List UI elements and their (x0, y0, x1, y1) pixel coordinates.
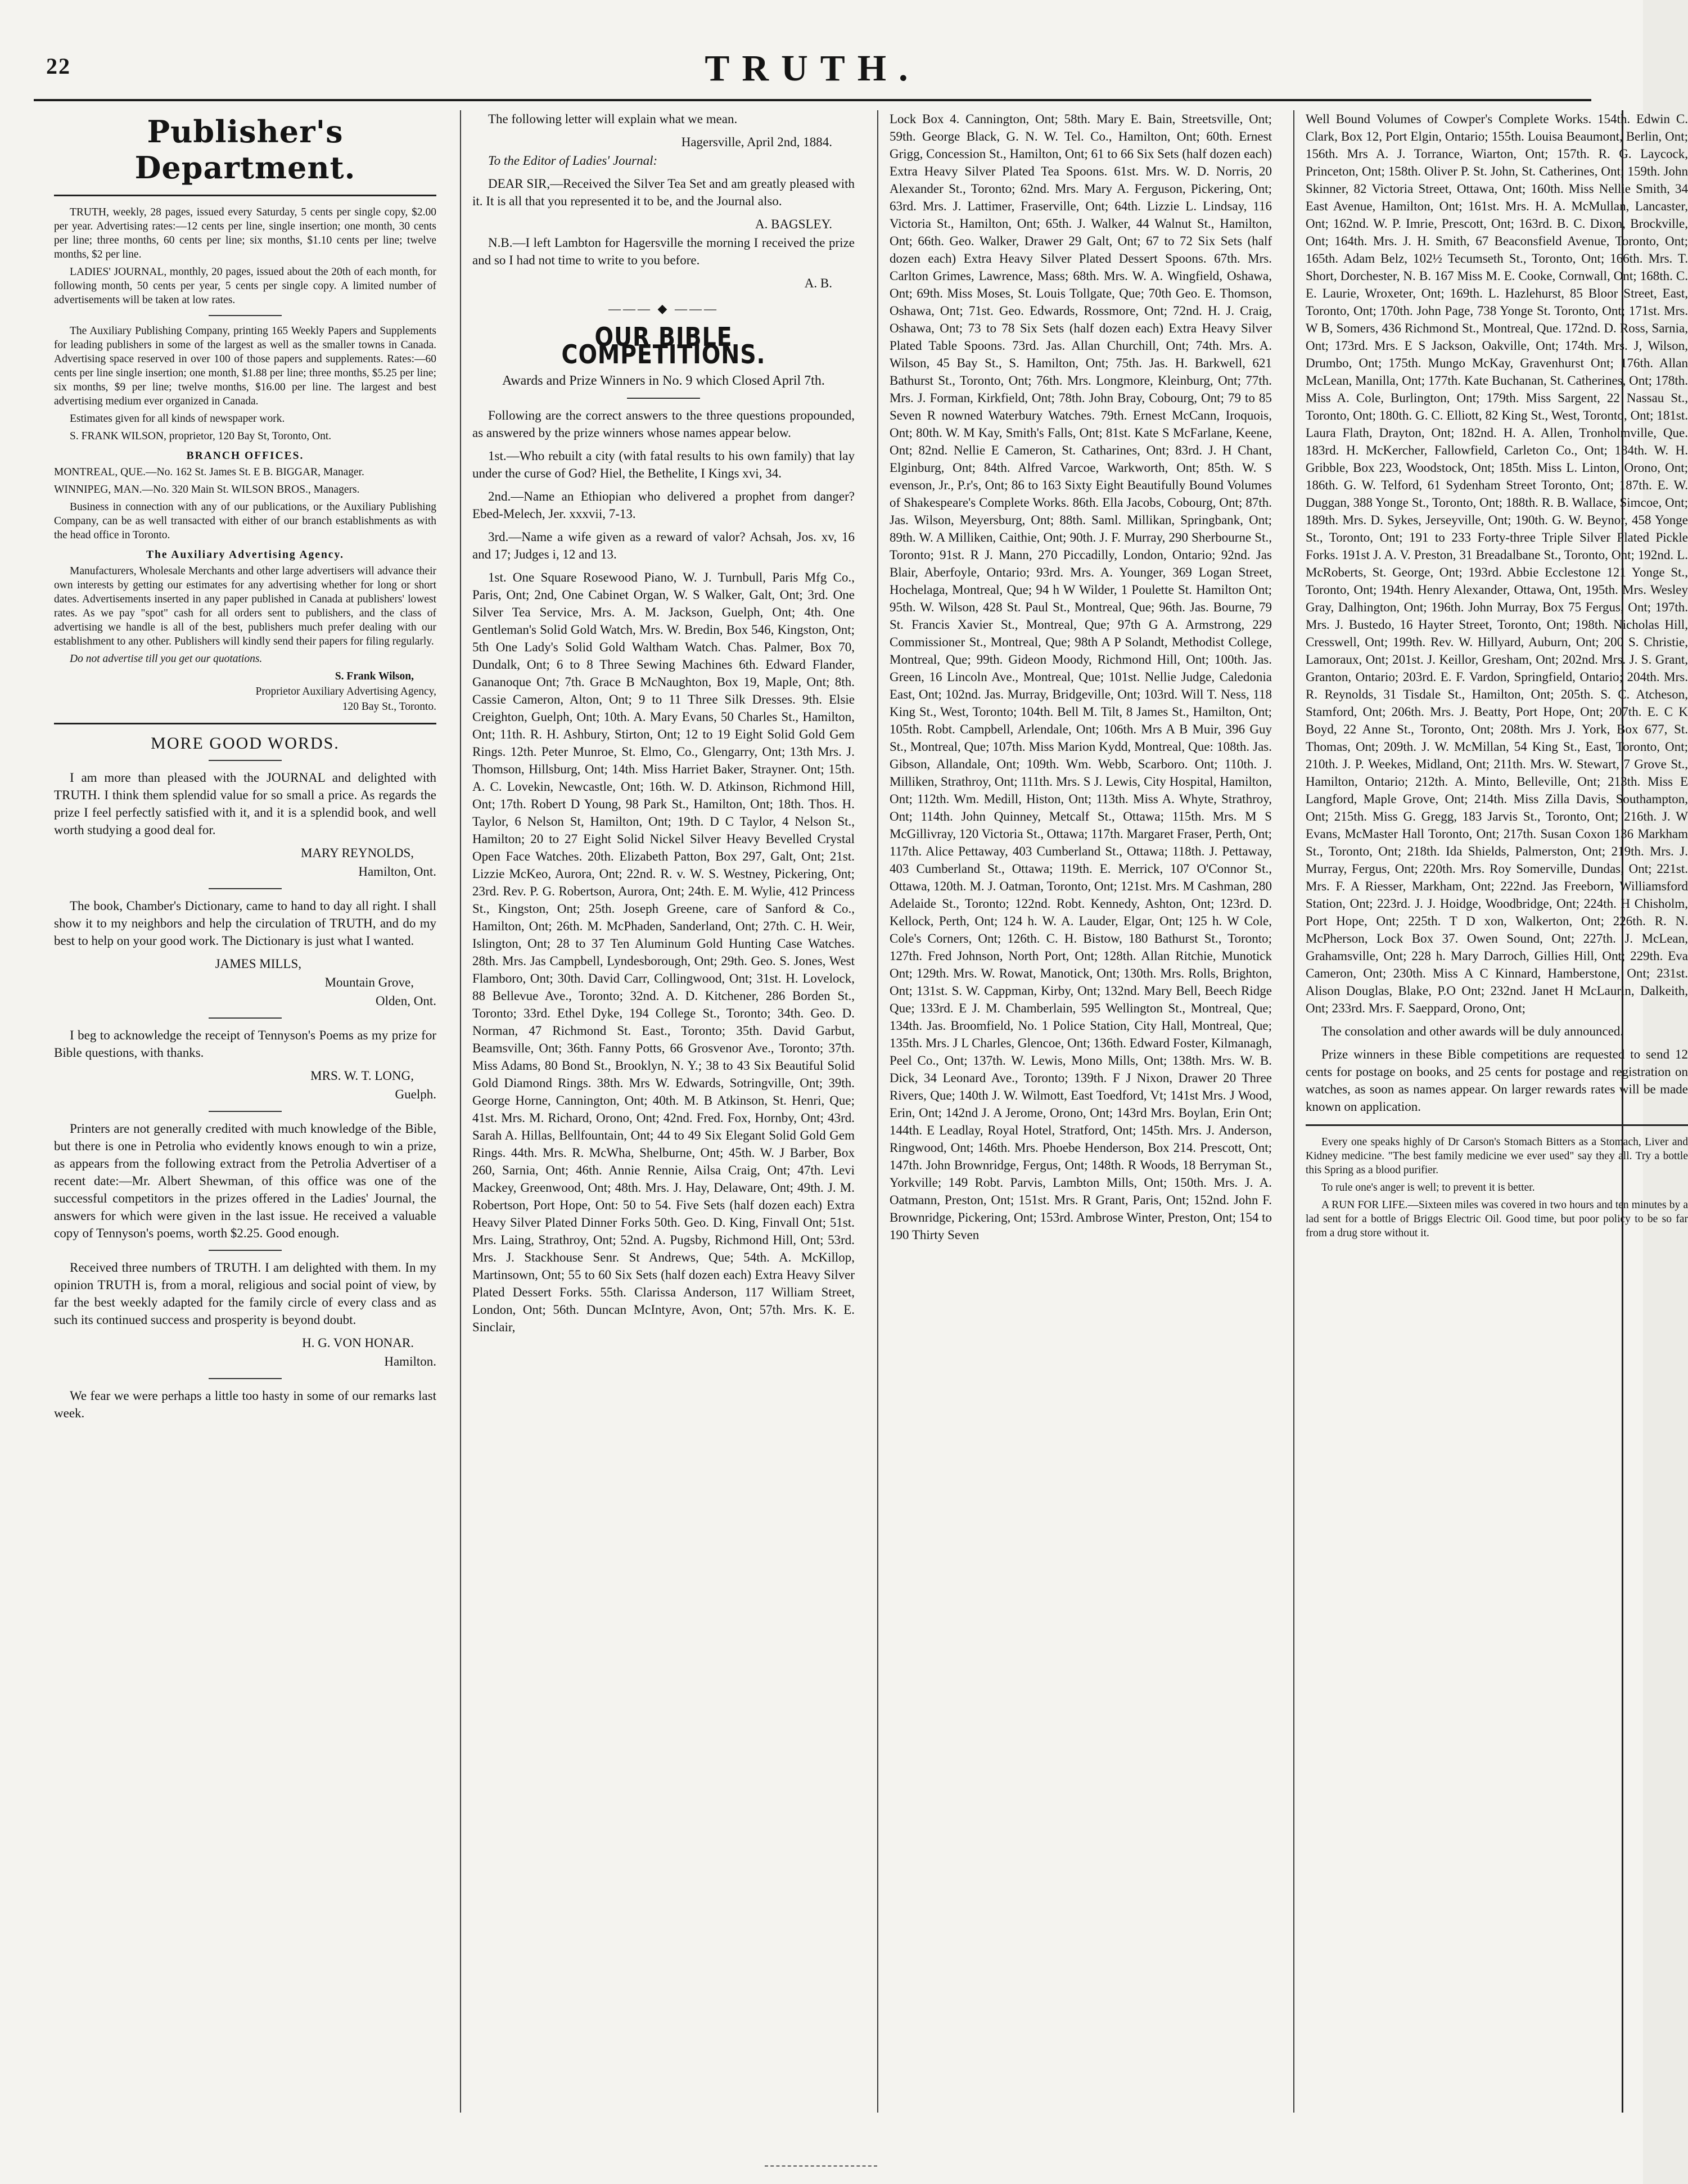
divider (54, 723, 436, 724)
agency-signature: S. Frank Wilson, (335, 670, 414, 682)
agency-signature-title: Proprietor Auxiliary Advertising Agency, (255, 686, 436, 697)
montreal-office: MONTREAL, QUE.—No. 162 St. James St. E B. BIGGAR, Manager. (54, 466, 364, 478)
anger-proverb: To rule one's anger is well; to prevent it is better. (1321, 1182, 1535, 1194)
letter-4: Printers are not generally credited with much knowledge of the Bible, but there is one in Petrolia who evidently knows enough to win a prize, as appears from the following extract from the Petrolia Advertiser of a recent date:—Mr. Albert Shewman, of this office was one of the successful competitors in the prizes offered in the Ladies' Journal, the answers for which were given in the last issue. He received a valuable copy of Tennyson's poems, worth $2.25. Good enough. (54, 1122, 436, 1240)
divider (209, 1111, 282, 1112)
bible-competitions-heading: OUR BIBLE COMPETITIONS. (561, 322, 766, 370)
divider (209, 1250, 282, 1251)
letter-signature: A. BAGSLEY. (755, 217, 832, 231)
letter-3-signature: MRS. W. T. LONG, (310, 1069, 414, 1083)
business-note: Business in connection with any of our publications, or the Auxiliary Publishing Company, can be as well transacted with either of our branch establishments as with the head office in Toronto. (54, 501, 436, 541)
divider (209, 1017, 282, 1019)
letter-1: I am more than pleased with the JOURNAL and delighted with TRUTH. I think them splendid value for so small a price. As regards the prize I feel perfectly satisfied with it, and it is a splendid book, and well worth studying a good deal for. (54, 771, 436, 837)
column-3 (890, 110, 1272, 2152)
column-2 (472, 110, 855, 2152)
letter-3-place: Guelph. (395, 1087, 436, 1101)
letter-5: Received three numbers of TRUTH. I am delighted with them. In my opinion TRUTH is, from a moral, religious and social point of view, by far the best weekly adapted for the family circle of every class and as such its continued success and prosperity is beyond doubt. (54, 1260, 436, 1327)
carson-bitters-ad: Every one speaks highly of Dr Carson's Stomach Bitters as a Stomach, Liver and Kidney medicine. "The best family medicine we ever used" say they all. Try a bottle this Spring as a blood purifier. (1306, 1136, 1688, 1176)
divider (1306, 1124, 1688, 1126)
letter-2: The book, Chamber's Dictionary, came to hand to day all right. I shall show it to my neighbors and help the circulation of TRUTH, and do my best to help on your good work. The Dictionary is just what I wanted. (54, 899, 436, 948)
letter-3: I beg to acknowledge the receipt of Tennyson's Poems as my prize for Bible questions, with thanks. (54, 1028, 436, 1060)
agency-text: Manufacturers, Wholesale Merchants and other large advertisers will advance their own interests by getting our estimates for any advertising whether for long or short dates. Advertisements inserted in any paper published in Canada at publishers' lowest rates. As we pay "spot" cash for all orders sent to publishers, and the class of advertising we handle is all of the best, publishers much prefer dealing with our establishment to any other. Publishers will kindly send their papers for filing regularly. (54, 565, 436, 647)
answers-intro: Following are the correct answers to the three questions propounded, as answered by the prize winners whose names appear below. (472, 408, 855, 440)
letter-2-place: Mountain Grove, (324, 975, 414, 989)
letter-5-signature: H. G. VON HONAR. (302, 1336, 414, 1350)
ornament-divider: ——— ◆ ——— (608, 301, 719, 316)
agency-heading: The Auxiliary Advertising Agency. (146, 549, 345, 561)
winnipeg-office: WINNIPEG, MAN.—No. 320 Main St. WILSON BROS., Managers. (54, 484, 360, 496)
briggs-oil-ad: A RUN FOR LIFE.—Sixteen miles was covered in two hours and ten minutes by a lad sent for a bottle of Briggs Electric Oil. Good time, but poor policy to be so far from a drug store without it. (1306, 1199, 1688, 1239)
column-4 (1306, 110, 1688, 2152)
page-number: 22 (46, 53, 71, 79)
letter-place-date: Hagersville, April 2nd, 1884. (681, 135, 832, 149)
divider (209, 888, 282, 889)
column-divider (877, 110, 878, 2113)
letter-1-place: Hamilton, Ont. (358, 864, 436, 879)
awards-heading: Awards and Prize Winners in No. 9 which Closed April 7th. (502, 373, 825, 388)
prize-winners-list-end: Well Bound Volumes of Cowper's Complete Works. 154th. Edwin C. Clark, Box 12, Port Elgin, Ontario; 155th. Louisa Beaumont, Berlin, Ont; 156th. Mrs A. J. Torrance, Wiarton, Ont; 157th. R. G. Laycock, Princeton, Ont; 158th. Oliver P. St. John, St. Catherines, Ont; 159th. John Skinner, 82 Victoria Street, Ottawa, Ont; 160th. Miss Nellie Smith, 34 East Avenue, Hamilton, Ont; 161st. Mrs. H. A. McMullan, Lancaster, Ont; 162nd. W. P. Imrie, Prescott, Ont; 163rd. B. C. Dixon, Brockville, Ont; 164th. Mrs. J. H. Smith, 67 Beaconsfield Avenue, Toronto, Ont; 165th. Adam Belz, 102½ Tecumseth St., Toronto, Ont; 166th. Mrs. T. Short, Dorchester, N. B. 167 Miss M. E. Cooke, Cornwall, Ont; 168th. C. E. Laurie, Wroxeter, Ont; 169th. L. Hazlehurst, 85 Bloor Street, East, Toronto, Ont; 170th. John Page, 738 Yonge St. Toronto, Ont; 171st. Mrs. W B, Somers, 436 Richmond St., Montreal, Que. 172nd. D. Ross, Sarnia, Ont; 173rd. Mrs. E S Jackson, Oakville, Ont; 174th. Mrs. J, Wilson, Drumbo, Ont; 175th. Mungo McKay, Gravenhurst Ont; 176th. Allan McLean, Manilla, Ont; 177th. Kate Buchanan, St. Catherines, Ont; 178th. Miss A. Cole, Burlington, Ont; 179th. Miss Sargent, 22 Nassau St., Toronto, Ont; 180th. G. C. Elliott, 82 King St., West, Toronto, Ont; 181st. Laura Flath, Drayton, Ont; 182nd. H. A. Allen, Tronholmville, Que. 183rd. H. McKercher, Fallowfield, Carleton Co., Ont; 184th. W. H. Gribble, Box 223, Woodstock, Ont; 185th. Miss L. Linton, Orono, Ont; 186th. G. W. Telford, 61 Sydenham Street Toronto, Ont; 187th. E. W. Duggan, 388 Yonge St., Toronto, Ont; 188th. R. B. Wallace, Simcoe, Ont; 189th. Mrs. D. Sykes, Jerseyville, Ont; 190th. G. W. Beynor, 458 Yonge St., Toronto, Ont; 191 to 233 Forty-three Triple Silver Plated Pickle Forks. 191st J. A. V. Preston, 31 Breadalbane St., Toronto, Ont; 192nd. L. McRoberts, St. George, Ont; 193rd. Abbie Ecclestone 121 Yonge St., Toronto, Ont; 194th. Henry Alexander, Ottawa, Ont, 195th. Mrs. Wesley Gray, Dalhington, Ont; 196th. John Murray, Box 75 Fergus, Ont; 197th. Mrs. J. Bustedo, 16 Hayter Street, Toronto, Ont; 198th. Nicholas Hill, Cresswell, Ont; 199th. Rev. W. Hillyard, Auburn, Ont; 200 S. Christie, Lamoraux, Ont; 201st. J. Keillor, Gresham, Ont; 202nd. Mrs. J. S. Grant, Granton, Ontario; 203rd. E. F. Vardon, Springfield, Ontario; 204th. Mrs. R. Reynolds, 31 Tisdale St., Hamilton, Ont; 205th. S. C. Atcheson, Stamford, Ont; 206th. Mrs. J. Beatty, Port Hope, Ont; 207th. E. C K Boyd, 22 Anne St., Toronto, Ont; 208th. Mrs J. York, Box 677, St. Thomas, Ont; 209th. J. W. McMillan, 54 King St., East, Toronto, Ont; 210th. J. P. Weekes, Midland, Ont; 211th. Mrs. W. Stewart, 7 Grove St., Hamilton, Ontario; 212th. A. Minto, Belleville, Ont; 213th. Miss E Langford, Maple Grove, Ont; 214th. Miss Zilla Davis, Southampton, Ont; 215th. Miss G. Gregg, 183 Jarvis St., Toronto, Ont; 216th. J. W Evans, McMaster Hall Toronto, Ont; 217th. Susan Coxon 136 Markham St., Toronto, Ont; 218th. Ida Shields, Palmerston, Ont; 219th. Mrs. J. Murray, Fergus, Ont; 220th. Mrs. Roy Somerville, Dundas, Ont; 221st. Mrs. F. A Riesser, Markham, Ont; 222nd. Jas Freeborn, Williamsford Station, Ont; 223rd. J. J. Hoidge, Woodbridge, Ont; 224th. H Chisholm, Port Hope, Ont; 225th. T D xon, Walkerton, Ont; 226th. R. N. McPherson, Lock Box 37. Owen Sound, Ont; 227th. J. McLean, Grahamsville, Ont; 228 h. Mary Darroch, Gillies Hill, Ont; 229th. Eva Cameron, Ont; 230th. Miss A C Kinnard, Hamberstone, Ont; 231st. Alison Douglas, Blake, P.O Ont; 232nd. Janet H McLaurin, Dalkeith, Ont; 233rd. Mrs. F. Saeppard, Orono, Ont; (1306, 112, 1688, 1015)
divider (209, 760, 282, 761)
footer-mark (765, 2165, 877, 2167)
header-rule (34, 99, 1591, 101)
prize-winners-list: 1st. One Square Rosewood Piano, W. J. Turnbull, Paris Mfg Co., Paris, Ont; 2nd, One Cabinet Organ, W. S Walker, Galt, Ont; 3rd. One Silver Tea Service, Mrs. A. M. Jackson, Guelph, Ont; 4th. One Gentleman's Solid Gold Watch, Mrs. W. Bredin, Box 546, Kingston, Ont; 5th One Lady's Solid Gold Waltham Watch. Chas. Palmer, Box 70, Dundalk, Ont; 6 to 8 Three Sewing Machines 6th. Edward Flander, Gananoque Ont; 7th. Grace B McNaughton, Box 19, Maple, Ont; 8th. Cassie Cameron, Alton, Ont; 9 to 11 Three Silk Dresses. 9th. Elsie Creighton, Guelph, Ont; 10th. A. Mary Evans, 50 Charles St., Hamilton, Ont; 11th. R. H. Ashbury, Stirton, Ont; 12 to 19 Eight Solid Gold Gem Rings. 12th. Peter Munroe, St. Elmo, Co., Glengarry, Ont; 13th Mrs. J. Thomson, Hillsburg, Ont; 14th. Miss Harriet Baker, Strayner. Ont; 15th. A. C. Lovekin, Newcastle, Ont; 16th. W. D. Atkinson, Richmond Hill, Ont; 17th. Robert D Young, 98 Park St., Hamilton, Ont; 18th. Thos. H. Taylor, 6 Nelson St, Hamilton, Ont; 19th. D C Taylor, 4 Nelson St., Hamilton; 20 to 27 Eight Solid Nickel Silver Heavy Bevelled Crystal Open Face Watches. 20th. Elizabeth Patton, Box 297, Galt, Ont; 21st. Lizzie McKeo, Aurora, Ont; 22nd. R. v. W. S. Westney, Pickering, Ont; 23rd. Rev. P. G. Robertson, Aurora, Ont; 24th. E. M. Wylie, 412 Princess St., Kingston, Ont; 25th. Joseph Greene, care of Sanford & Co., Hamilton, Ont; 26th. M. McPhaden, Sanderland, Ont; 27th. C. H. Weir, Islington, Ont; 28 to 37 Ten Aluminum Gold Hunting Case Watches. 28th. Mrs. Jas Campbell, Lyndesborough, Ont; 29th. Geo. S. Jones, West Flamboro, Ont; 30th. David Carr, Collingwood, Ont; 31st. H. Lovelock, 88 Bellevue Ave., Toronto; 32nd. A. D. Kitchener, 286 Borden St., Toronto; 33rd. Ethel Dyke, 194 College St., Toronto; 34th. Geo. D. Norman, 47 Richmond St. East., Toronto; 35th. David Garbut, Beamsville, Ont; 36th. Fanny Potts, 66 Grosvenor Ave., Toronto; 37th. Miss Adams, 80 Bond St., Brooklyn, N. Y.; 38 to 43 Six Beautiful Solid Gold Diamond Rings. 38th. Mrs W. Edwards, Sotringville, Ont; 39th. George Horne, Cannington, Ont; 40th. M. B Atkinson, St. Henri, Que; 41st. Mrs. M. Richard, Orono, Ont; 42nd. Fred. Fox, Hornby, Ont; 43rd. Sarah A. Hillas, Bellfountain, Ont; 44 to 49 Six Elegant Solid Gold Gem Rings. 44th. Mrs. R. McWha, Shelburne, Ont; 45th. W. J Barber, Box 260, Sarnia, Ont; 46th. Annie Rennie, Ailsa Craig, Ont; 47th. Levi Mackey, Greenwood, Ont; 48th. Mrs. J. Hay, Delaware, Ont; 49th. J. M. Robertson, Port Hope, Ont: 50 to 54. Five Sets (half dozen each) Extra Heavy Silver Plated Dinner Forks 50th. Geo. D. King, Finvall Ont; 51st. Mrs. Laing, Strathroy, Ont; 52nd. A. Pugsby, Richmond Hill, Ont; 53rd. Mrs. J. Stackhouse Senr. St Andrews, Que; 54th. A. McKillop, Martinsown, Ont; 55 to 60 Six Sets (half dozen each) Extra Heavy Silver Plated Dessert Forks. 55th. Clarissa Anderson, 117 William Street, London, Ont; 56th. Duncan McIntyre, Avon, Ont; 57th. Mrs. K. E. Sinclair, (472, 570, 855, 1334)
letter-5-place: Hamilton. (384, 1354, 436, 1368)
proprietor-line: S. FRANK WILSON, proprietor, 120 Bay St, Toronto, Ont. (70, 430, 332, 442)
letter-body: DEAR SIR,—Received the Silver Tea Set and am greatly pleased with it. It is all that you represented it to be, and the Journal also. (472, 177, 855, 208)
prize-postage-note: Prize winners in these Bible competitions are requested to send 12 cents for postage on books, and 25 cents for postage and registration on watches, as soon as names appear. On larger rewards rates will be made known on application. (1306, 1047, 1688, 1114)
page-header (34, 47, 1591, 92)
branch-offices-heading: BRANCH OFFICES. (186, 450, 304, 462)
auxiliary-notice: The Auxiliary Publishing Company, printing 165 Weekly Papers and Supplements for leading publishers in some of the largest as well as the smaller towns in Canada. Advertising space reserved in over 100 of those papers and supplements. Rates:—60 cents per line single insertion; one month, $1.88 per line; three months, $5.25 per line; six months, $9 per line; twelve months, $16.00 per line. The largest and best advertising medium ever organized in Canada. (54, 325, 436, 407)
masthead-title: TRUTH. (705, 48, 920, 89)
estimates-note: Estimates given for all kinds of newspaper work. (70, 413, 285, 425)
truth-notice: TRUTH, weekly, 28 pages, issued every Saturday, 5 cents per single copy, $2.00 per year. Advertising rates:—12 cents per line, single insertion; one month, 30 cents per line; three months, 60 cents per line; six months, $1.10 cents per line; twelve months, $2 per line. (54, 206, 436, 260)
agency-signature-address: 120 Bay St., Toronto. (342, 701, 436, 713)
letter-2-signature: JAMES MILLS, (215, 957, 301, 971)
department-title: Publisher's Department. (134, 114, 356, 186)
letter-intro: The following letter will explain what we mean. (488, 112, 738, 126)
divider (627, 398, 700, 399)
letter-1-signature: MARY REYNOLDS, (300, 846, 414, 860)
column-divider (460, 110, 461, 2113)
question-2: 2nd.—Name an Ethiopian who delivered a prophet from danger? Ebed-Melech, Jer. xxxvii, 7-13. (472, 489, 855, 521)
prize-winners-list-continued: Lock Box 4. Cannington, Ont; 58th. Mary E. Bain, Streetsville, Ont; 59th. George Black, G. N. W. Tel. Co., Hamilton, Ont; 60th. Ernest Grigg, Concession St., Hamilton, Ont; 61 to 66 Six Sets (half dozen each) Extra Heavy Silver Plated Tea Spoons. 61st. Mrs. W. D. Norris, 20 Alexander St., Toronto; 62nd. Mrs. Mary A. Ferguson, Pickering, Ont; 63rd. Mrs. J. Lattimer, Fraserville, Ont; 64th. Lizzie L. Lindsay, 116 Victoria St., Hamilton, Ont; 65th. J. Walker, 44 Walnut St., Hamilton, Ont; 66th. Geo. Walker, Drawer 29 Galt, Ont; 67 to 72 Six Sets (half dozen each) Extra Heavy Silver Plated Dessert Spoons. 67th. Mrs. Carlton Grimes, Lawrence, Mass; 68th. Mrs. W. A. Wingfield, Oshawa, Ont; 69th. Miss Moses, St. Louis Tollgate, Que; 70th Geo. E. Thomson, Oshawa, Ont; 71st. Geo. Edwards, Rossmore, Ont; 72nd. H. J. Craig, Oshawa, Ont; 73 to 78 Six Sets (half dozen each) Extra Heavy Silver Plated Table Spoons. 73rd. Jas. Allan Churchill, Ont; 74th. Mrs. A. Wilson, 45 Bay St., S. Hamilton, Ont; 75th. Jas. H. Barkwell, 621 Bathurst St., Toronto, Ont; 76th. Mrs. Longmore, Kleinburg, Ont; 77th. Mrs. J. Forman, Kirkfield, Ont; 78th. John Bray, Cobourg, Ont; 79 to 85 Seven R nowned Waterbury Watches. 79th. Ernest McCann, Iroquois, Ont; 80th. W. M Kay, Smith's Falls, Ont; 81st. Kate S McFarlane, Keene, Ont; 82nd. Nellie E Cameron, St. Catharines, Ont; 83rd. J. H Chant, Elginburg, Ont; 84th. Alfred Varcoe, Warkworth, Ont; 85th. W. S evenson, Jr., P.r's, Ont; 86 to 163 Sixty Eight Beautifully Bound Volumes of Shakespeare's Complete Works. 86th. Ella Jacobs, Cobourg, Ont; 87th. Jas. Wilson, Meyersburg, Ont; 88th. Saml. Millikan, Springbank, Ont; 89th. W. A Milliken, Caithie, Ont; 90th. J. F. Murray, 290 Sherbourne St., Toronto; 91st. R J. Mann, 270 Piccadilly, London, Ontario; 92nd. Jas Blair, Aberfoyle, Ontario; 93rd. Mrs. A. Younger, 369 Logan Street, Hochelaga, Montreal, Que; 94 h W Wilder, 1 Poulette St. Hamilton Ont; 95th. W. Wilson, 428 St. Paul St., Montreal, Que; 96th. Jas. Bourne, 79 St. Francis Xavier St., Montreal, Que; 97th G A. Armstrong, 229 Commissioner St., Montreal, Que; 98th A P Solandt, Methodist College, Montreal, Que; 99th. Gideon Moody, Richmond Hill, Ont; 100th. Jas. Green, 16 Lincoln Ave., Montreal, Que; 101st. Nellie Judge, Caledonia East, Ont; 102nd. Jas. Murray, Bridgeville, Ont; 103rd. Will T. Ness, 118 King St., West, Toronto; 104th. Bell M. Tilt, 8 James St., Hamilton, Ont; 105th. Robt. Campbell, Arlendale, Ont; 106th. Mrs A B Muir, 396 Guy St., Montreal, Que; 107th. Miss Marion Kydd, Montreal, Que: 108th. Jas. Gibson, Allandale, Ont; 109th. Wm. Webb, Scarboro. Ont; 110th. J. Milliken, Strathroy, Ont; 111th. Mrs. S J. Lewis, City Hospital, Hamilton, Ont; 112th. Wm. Medill, Histon, Ont; 113th. Miss A. Whyte, Strathroy, Ont; 114th. John Quinney, Metcalf St., Ottawa; 115th. Mrs. M S McGillivray, 120 Victoria St., Ottawa; 117th. Margaret Fraser, Perth, Ont; 117th. Alice Pettaway, 403 Cumberland St., Ottawa; 118th. J. Pettaway, 403 Cumberland St., Ottawa; 119th. E. Merrick, 107 O'Connor St., Ottawa, 120th. M. J. Oatman, Toronto, Ont; 121st. Mrs. M Cashman, 280 Adelaide St., Toronto; 122nd. Robt. Kennedy, Ashton, Ont; 123rd. D. Kellock, Perth, Ont; 124 h. W. A. Lauder, Elgar, Ont; 125 h. W Cole, Cole's Corners, Ont; 126th. C. H. Bistow, 180 Bathurst St., Toronto; 127th. Fred Johnson, North Port, Ont; 128th. Allan Ritchie, Munotick Ont; 129th. Mrs. W. Rowat, Manotick, Ont; 130th. Mrs. Rolls, Brighton, Ont; 131st. S. W. Cappman, Kirby, Ont; 132nd. Mary Bell, Beech Ridge Que; 133rd. E J. M. Chamberlain, 595 Wellington St., Montreal, Que; 134th. Jas. Broomfield, No. 1 Police Station, City Hall, Montreal, Que; 135th. Mrs. J L Charles, Glencoe, Ont; 136th. Edward Foster, Kilmanagh, Peel Co., Ont; 137th. W. Lewis, Mono Mills, Ont; 138th. Mrs. W. B. Dick, 34 Leonard Ave., Toronto; 139th. F J Nixon, Drawer 20 Three Rivers, Que; 140th J. W. Wilmott, East Toedford, Vt; 141st Mrs. J Wood, Erin, Ont; 142nd J. A Jerome, Orono, Ont; 143rd Mrs. Boylan, Erin Ont; 144th. E Leadlay, Royal Hotel, Stratford, Ont; 145th. Mrs. J. Anderson, Ringwood, Ont; 146th. Mrs. Phoebe Henderson, Box 214. Prescott, Ont; 147th. John Brownridge, Fergus, Ont; 148th. R Woods, 18 Berryman St., Yorkville; 149 Robt. Parvis, Lambton Mills, Ont; 150th. Mrs. J. A. Oatmann, Preston, Ont; 151st. Mrs. R Grant, Paris, Ont; 152nd. John F. Brownridge, Pickering, Ont; 153rd. Ambrose Winter, Preston, Ont; 154 to 190 Thirty Seven (890, 112, 1272, 1242)
ladies-journal-notice: LADIES' JOURNAL, monthly, 20 pages, issued about the 20th of each month, for following month, 50 cents per year, 5 cents per single copy. A limited number of advertisements will be taken at low rates. (54, 266, 436, 306)
postscript-signature: A. B. (804, 276, 832, 290)
letter-2-place-2: Olden, Ont. (376, 994, 436, 1008)
agency-note: Do not advertise till you get our quotations. (70, 653, 263, 665)
letter-postscript: N.B.—I left Lambton for Hagersville the morning I received the prize and so I had not time to write to you before. (472, 236, 855, 267)
question-1: 1st.—Who rebuilt a city (with fatal results to his own family) that lay under the curse of God? Hiel, the Bethelite, I Kings xvi, 34. (472, 449, 855, 480)
letter-recipient: To the Editor of Ladies' Journal: (488, 154, 658, 168)
question-3: 3rd.—Name a wife given as a reward of valor? Achsah, Jos. xv, 16 and 17; Judges i, 12 and 13. (472, 530, 855, 561)
column-1 (54, 110, 436, 2152)
consolation-note: The consolation and other awards will be duly announced. (1321, 1024, 1624, 1038)
more-good-words-heading: MORE GOOD WORDS. (151, 734, 340, 753)
divider (209, 1378, 282, 1379)
divider (209, 315, 282, 316)
divider (54, 195, 436, 196)
letter-6: We fear we were perhaps a little too hasty in some of our remarks last week. (54, 1389, 436, 1420)
column-divider (1293, 110, 1294, 2113)
